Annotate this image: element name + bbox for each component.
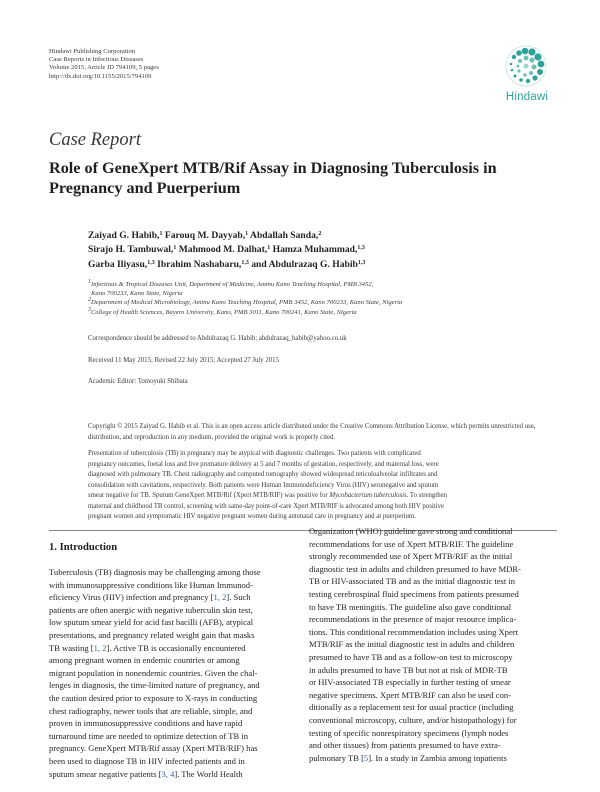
author-affiliation-ref: 1,3 — [357, 245, 365, 252]
author-name: Mahmood M. Dalhat, — [178, 244, 268, 256]
body-line: recommendations in the presence of major resource implica- — [309, 614, 517, 625]
academic-editor: Academic Editor: Tomoyuki Shibata — [88, 378, 188, 385]
affiliation-item — [88, 308, 558, 317]
affiliation-number: 3 — [88, 306, 91, 313]
author-affiliation-ref: 1,3 — [357, 259, 366, 266]
body-line: with immunosuppressive conditions like Human Immunod- — [49, 579, 253, 590]
author-affiliation-ref: 1,3 — [147, 259, 155, 266]
author-affiliation-ref: 1 — [173, 245, 177, 252]
article-type: Case Report — [49, 130, 141, 150]
affiliation-text: Department of Medical Microbiology, Aminu Kano Teaching Hospital, PMB 3452, Kano 700233, Kano State, Nigeria — [91, 299, 403, 307]
author-affiliation-ref: 2 — [318, 231, 322, 237]
journal-header — [49, 48, 309, 81]
body-line: the caution desired prior to exposure to X-rays in conducting — [49, 692, 258, 703]
body-line: ditionally as a replacement test for usual practice (including — [309, 702, 514, 713]
abstract-line: pregnant women and symptomatic HIV negative pregnant women during antenatal care in pregnancy and at puerperium. — [88, 513, 416, 520]
body-line: low sputum smear yield for acid fast bacilli (AFB), atypical — [49, 617, 254, 628]
title-line: Pregnancy and Puerperium — [49, 179, 241, 197]
abstract-line: smear negative for TB. Sputum GeneXpert MTB/Rif (Xpert MTB/RIF) was positive for Mycobacterium tuberculosis. To strengthen — [88, 492, 448, 499]
author-name: Garba Iliyasu, — [88, 258, 148, 270]
author-line — [88, 243, 558, 257]
body-line: Organization (WHO) guideline gave strong and conditional — [309, 526, 513, 536]
body-line: MTB/RIF as the initial diagnostic test in adults and children — [309, 639, 515, 650]
body-line: been used to diagnose TB in HIV infected patients and in — [49, 755, 245, 766]
body-line: to have TB meningitis. The guideline also gave conditional — [309, 601, 512, 612]
body-line: presumed to have TB and as a follow-on test to microscopy — [309, 651, 513, 662]
affiliation-number: 1 — [88, 279, 91, 285]
body-line: proven in immunosuppressive conditions and have rapid — [49, 718, 243, 729]
body-line: strongly recommended use of Xpert MTB/RIF as the initial — [309, 551, 513, 562]
body-line: pulmonary TB [5]. In a study in Zambia among inpatients — [309, 752, 507, 763]
author-name: Sirajo H. Tambuwal, — [88, 244, 174, 256]
author-line — [88, 229, 558, 243]
received-dates: Received 11 May 2015; Revised 22 July 2015; Accepted 27 July 2015 — [88, 357, 279, 364]
affiliations — [88, 280, 558, 317]
author-name: Zaiyad G. Habib, — [88, 230, 160, 241]
body-line: pregnancy. GeneXpert MTB/Rif assay (Xpert MTB/RIF) has — [49, 743, 258, 754]
body-line: tions. This conditional recommendation includes using Xpert — [309, 626, 518, 637]
body-line: Tuberculosis (TB) diagnosis may be challenging among those — [49, 567, 261, 577]
copyright-notice: Copyright © 2015 Zaiyad G. Habib et al. This is an open access article distributed under the Creative Commons Attribution License, which permits unrestricted use, distribution, and reproduction in any medium, provided the original work is properly cited. — [88, 423, 536, 441]
author-affiliation-ref: 1 — [267, 245, 271, 252]
author-affiliation-ref: 1 — [159, 231, 163, 237]
correspondence: Correspondence should be addressed to Abdulrazaq G. Habib; abdulrazaq_habib@yahoo.co.uk — [88, 335, 347, 342]
author-name: Farouq M. Dayyab, — [164, 230, 246, 241]
author-name: and Abdulrazaq G. Habib — [251, 258, 358, 270]
body-line: in adults presumed to have TB but not at risk of MDR-TB — [309, 664, 508, 675]
title-line: Role of GeneXpert MTB/Rif Assay in Diagnosing Tuberculosis in — [49, 159, 497, 177]
logo-wordmark: Hindawi — [505, 91, 549, 103]
author-line — [88, 258, 558, 272]
body-column-left — [49, 566, 295, 780]
journal-name: Case Reports in Infectious Diseases — [49, 56, 144, 64]
body-line: testing cerebrospinal fluid specimens from patients presumed — [309, 588, 519, 599]
body-line: patients are often anergic with negative tuberculin skin test, — [49, 604, 253, 615]
volume-info: Volume 2015, Article ID 794109, 5 pages — [49, 64, 159, 72]
body-line: chest radiography, newer tools that are reliable, simple, and — [49, 705, 253, 716]
abstract-line: maternal and childhood TB control, screening with same-day point-of-care Xpert MTB/RIF is advocated among both HIV positive — [88, 502, 444, 510]
affiliation-text: College of Health Sciences, Bayero University, Kano, PMB 3011, Kano 700241, Kano State, Nigeria — [91, 308, 357, 316]
abstract-line: consolidation with cavitations, respectively. Both patients were Human Immunodeficiency Virus (HIV) seronegative and sputum — [88, 481, 439, 489]
body-line: recommendations for use of Xpert MTB/RIF. The guideline — [309, 538, 514, 549]
body-line: or HIV-associated TB especially in further testing of smear — [309, 677, 511, 688]
hindawi-logo — [497, 44, 557, 106]
author-name: Abdallah Sanda, — [250, 230, 319, 241]
abstract — [88, 449, 558, 523]
body-line: conventional microscopy, culture, and/or histopathology) for — [309, 714, 517, 725]
body-line: diagnostic test in adults and children presumed to have MDR- — [309, 563, 521, 574]
author-name: Ibrahim Nashabaru, — [157, 258, 242, 270]
author-list — [88, 229, 558, 272]
body-line: testing of specific nonrespiratory specimens (lymph nodes — [309, 727, 509, 738]
body-line: turnaround time are needed to optimize detection of TB in — [49, 730, 248, 741]
abstract-line: diagnosed with pulmonary TB. Chest radiography and computed tomography showed widespread reticuloalveolar infiltrates and — [88, 471, 438, 478]
doi-link[interactable]: http://dx.doi.org/10.1155/2015/794109 — [49, 72, 152, 80]
body-line: migrant population in nonendemic countries. Given the chal- — [49, 667, 258, 678]
body-line: among pregnant women in endemic countries or among — [49, 655, 240, 666]
affiliation-item — [88, 289, 558, 298]
author-name: Hamza Muhammad, — [272, 244, 358, 256]
hindawi-logo-icon — [504, 44, 548, 88]
affiliation-item — [88, 298, 558, 307]
abstract-line: pregnancy outcomes, foetal loss and live premature delivery at 5 and 7 months of gestation, respectively, and maternal loss, were — [88, 460, 439, 468]
publisher-name: Hindawi Publishing Corporation — [49, 48, 136, 55]
affiliation-text: Kano 700233, Kano State, Nigeria — [91, 290, 183, 298]
body-line: sputum smear negative patients [3, 4]. The World Health — [49, 768, 243, 779]
body-line: lenges in diagnosis, the time-limited nature of pregnancy, and — [49, 680, 260, 691]
affiliation-text: Infectious & Tropical Diseases Unit, Department of Medicine, Aminu Kano Teaching Hospital, PMB 3452, — [91, 281, 374, 288]
abstract-line: Presentation of tuberculosis (TB) in pregnancy may be atypical with diagnostic challenges. Two patients with complicated — [88, 450, 421, 457]
body-column-right — [309, 525, 555, 764]
article-title — [49, 158, 569, 198]
author-affiliation-ref: 1,3 — [241, 259, 249, 266]
body-line: eficiency Virus (HIV) infection and pregnancy [1, 2]. Such — [49, 592, 251, 603]
body-line: presentations, and pregnancy related weight gain that masks — [49, 629, 255, 640]
affiliation-number: 2 — [88, 297, 91, 304]
body-line: TB or HIV-associated TB and as the initial diagnostic test in — [309, 576, 516, 587]
body-line: negative specimens. Xpert MTB/RIF can also be used con- — [309, 689, 511, 700]
body-line: TB wasting [1, 2]. Active TB is occasionally encountered — [49, 642, 246, 653]
body-line: and other tissues) from patients presumed to have extra- — [309, 740, 501, 751]
section-heading: 1. Introduction — [49, 542, 118, 553]
author-affiliation-ref: 1 — [245, 231, 249, 237]
affiliation-item — [88, 280, 558, 289]
